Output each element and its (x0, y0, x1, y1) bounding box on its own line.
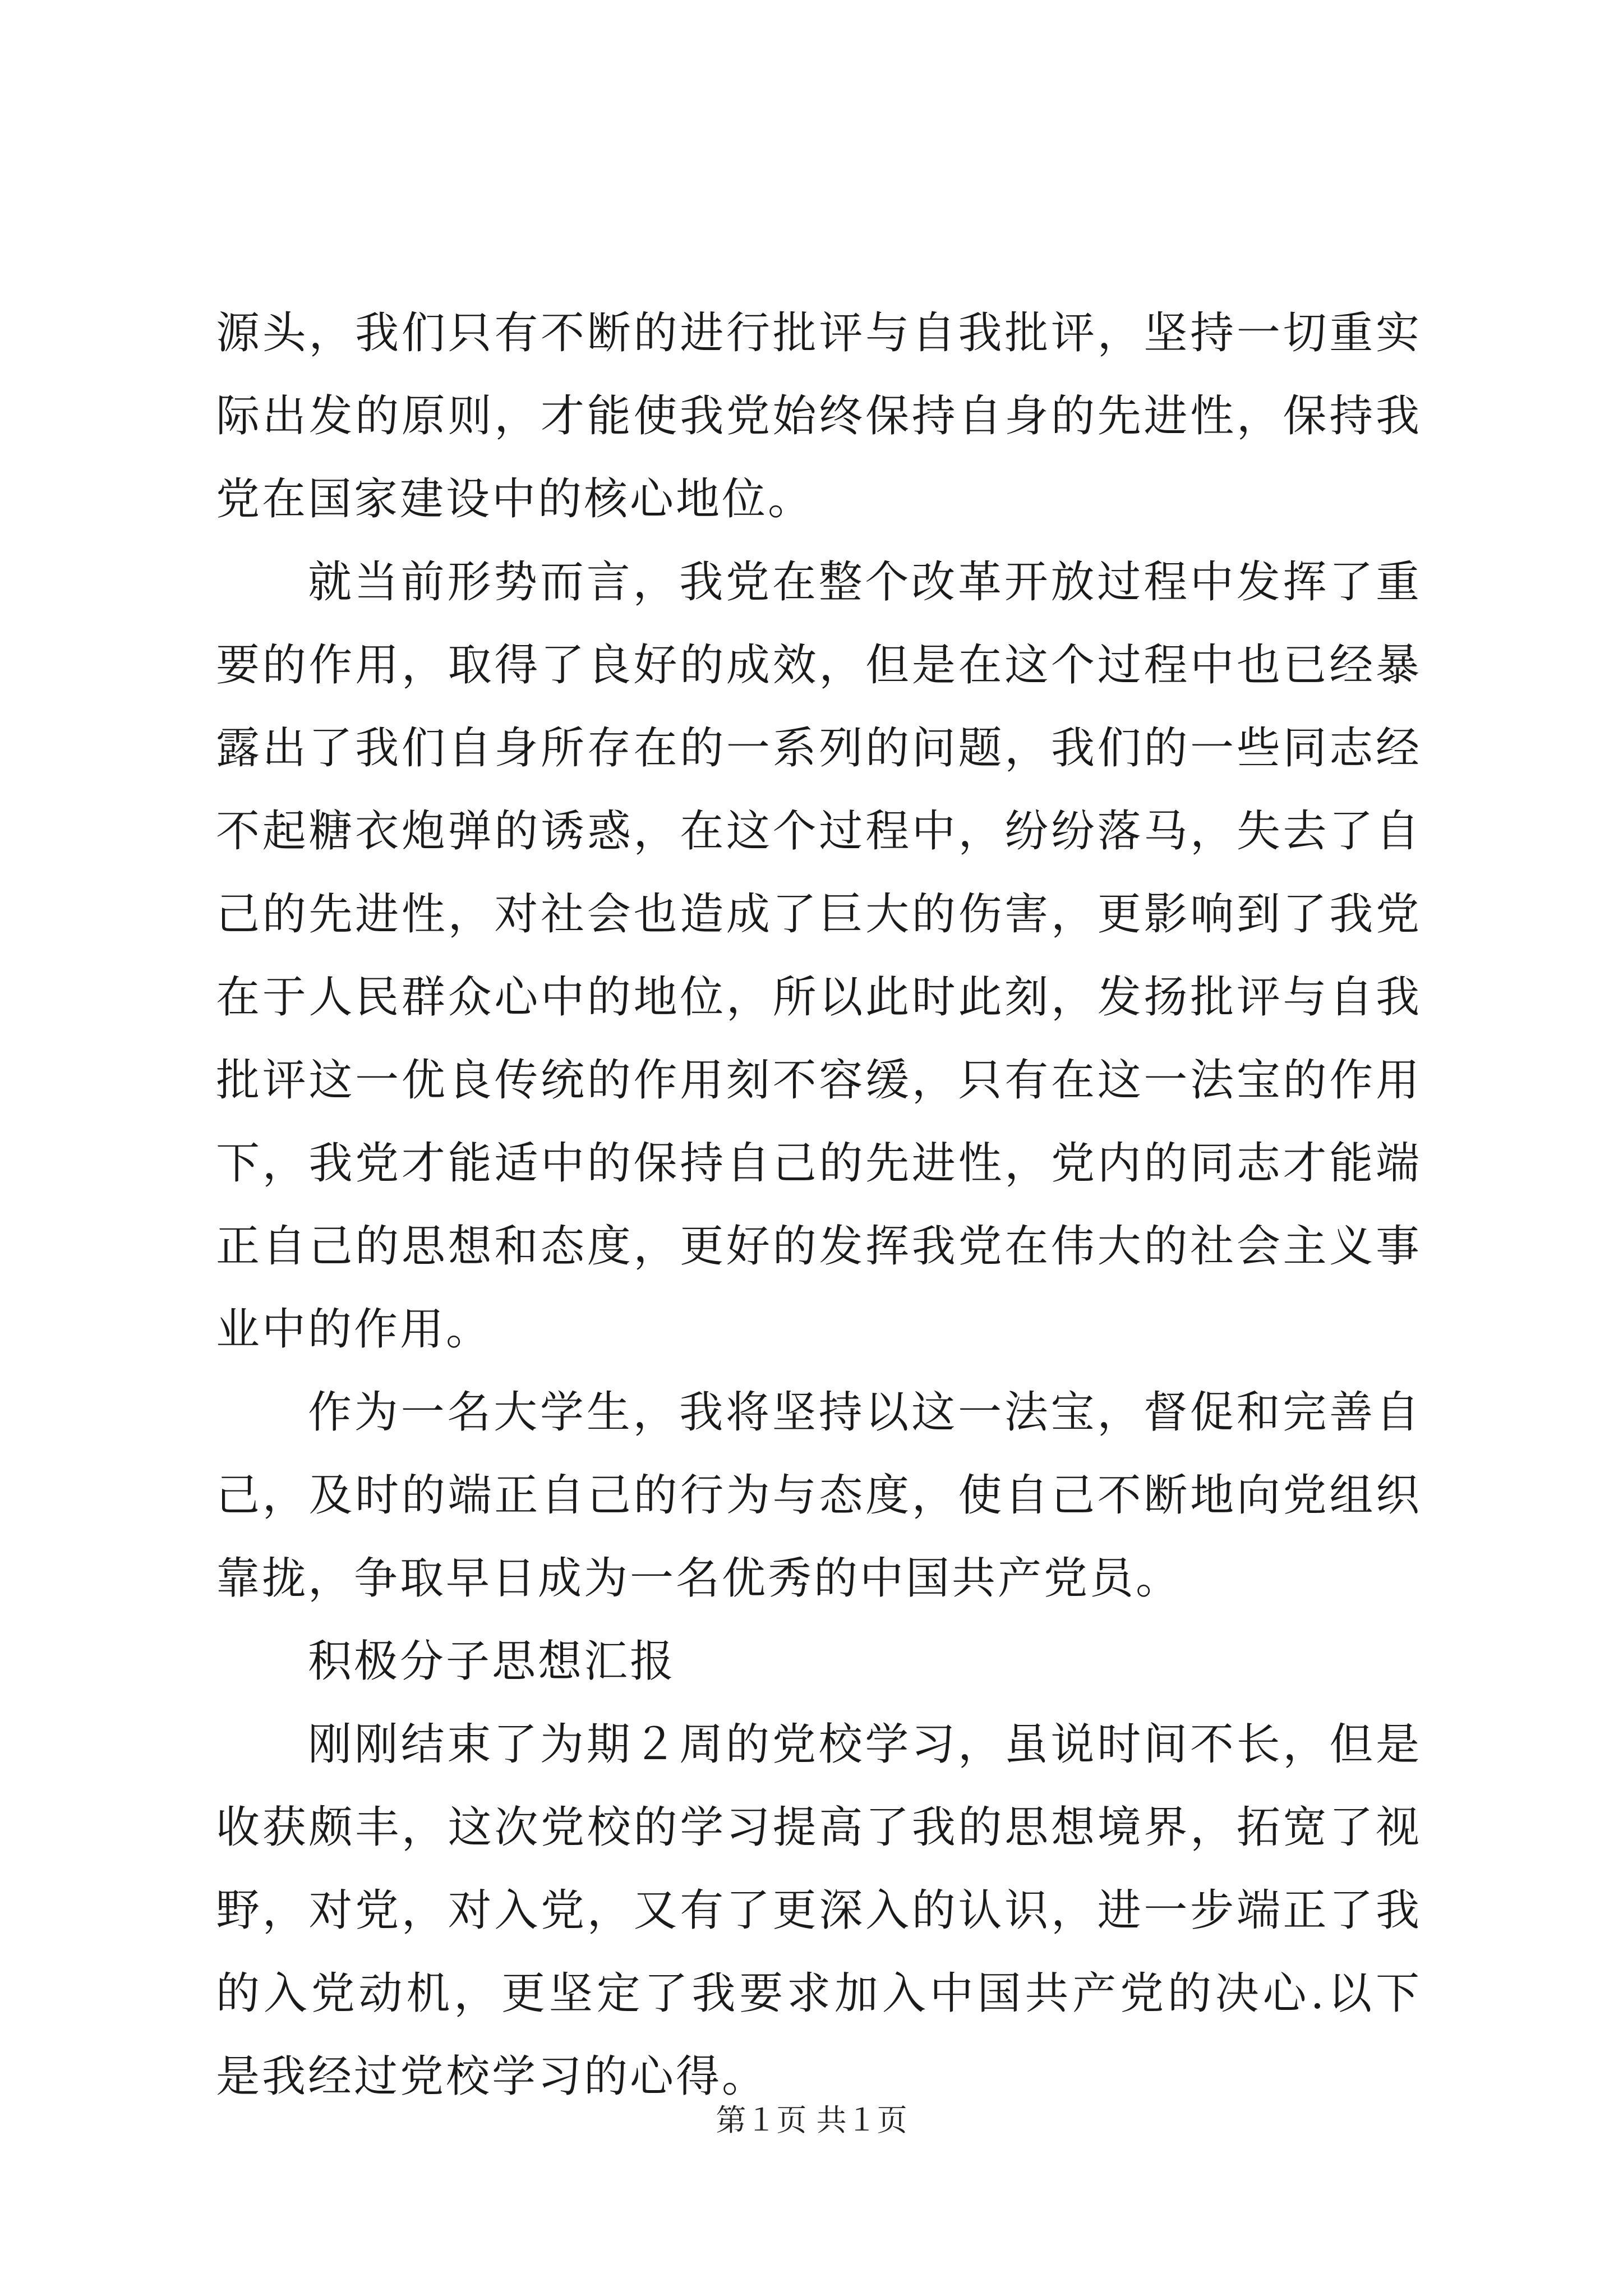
page-footer: 第１页 共１页 (716, 2102, 907, 2138)
document-body (216, 292, 1422, 2118)
paragraph-student-pledge: 作为一名大学生，我将坚持以这一法宝，督促和完善自己，及时的端正自己的行为与态度，使自己不断地向党组织靠拢，争取早日成为一名优秀的中国共产党员。 (216, 1387, 1422, 1604)
paragraph-party-school: 刚刚结束了为期２周的党校学习，虽说时间不长，但是收获颇丰，这次党校的学习提高了我的思想境界，拓宽了视野，对党，对入党，又有了更深入的认识，进一步端正了我的入党动机，更坚定了我要求加入中国共产党的决心.以下是我经过党校学习的心得。 (216, 1719, 1422, 2102)
paragraph-current-situation: 就当前形势而言，我党在整个改革开放过程中发挥了重要的作用，取得了良好的成效，但是在这个过程中也已经暴露出了我们自身所存在的一系列的问题，我们的一些同志经不起糖衣炮弹的诱惑，在这个过程中，纷纷落马，失去了自己的先进性，对社会也造成了巨大的伤害，更影响到了我党在于人民群众心中的地位，所以此时此刻，发扬批评与自我批评这一优良传统的作用刻不容缓，只有在这一法宝的作用下，我党才能适中的保持自己的先进性，党内的同志才能端正自己的思想和态度，更好的发挥我党在伟大的社会主义事业中的作用。 (216, 557, 1422, 1355)
section-heading: 积极分子思想汇报 (308, 1636, 676, 1687)
paragraph-continuation: 源头，我们只有不断的进行批评与自我批评，坚持一切重实际出发的原则，才能使我党始终保持自身的先进性，保持我党在国家建设中的核心地位。 (216, 308, 1422, 524)
